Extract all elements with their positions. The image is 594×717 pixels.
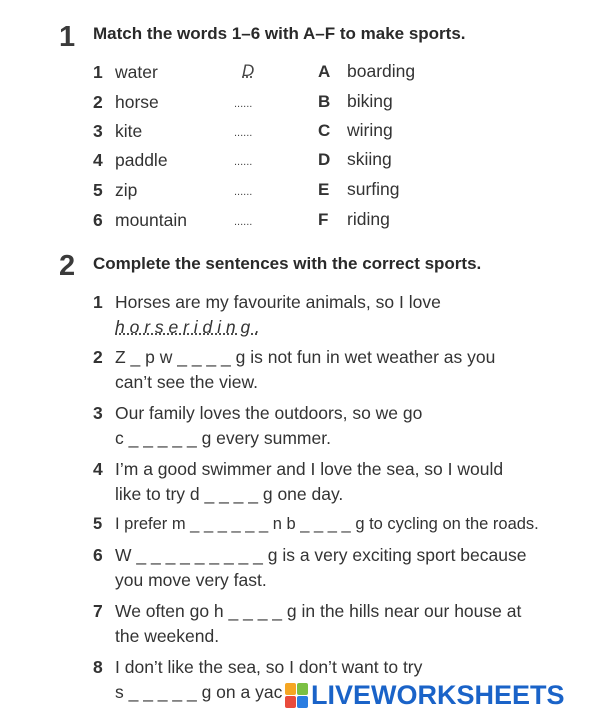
item-number: 4 <box>93 150 103 170</box>
sentence-number: 4 <box>93 459 103 479</box>
match-item-2 <box>93 91 159 113</box>
item-number: 6 <box>93 210 103 230</box>
match-item-4 <box>93 149 168 171</box>
sentence-line-1: I don’t like the sea, so I don’t want to try <box>115 657 423 677</box>
item-word: zip <box>115 180 138 200</box>
sentence-number: 5 <box>93 515 103 533</box>
option-letter-d: D <box>318 150 331 169</box>
item-number: 5 <box>93 180 103 200</box>
match-blank-5[interactable]: ...... <box>234 186 253 198</box>
sentence-number: 8 <box>93 657 103 677</box>
match-blank-2[interactable]: ...... <box>234 98 253 110</box>
match-answer-1[interactable]: D <box>242 61 255 80</box>
sentence-line-1[interactable]: W _ _ _ _ _ _ _ _ _ g is a very exciting sport because <box>115 545 527 565</box>
sentence-7 <box>93 599 585 649</box>
item-word: mountain <box>115 210 187 230</box>
sentence-4 <box>93 457 585 507</box>
option-c: wiring <box>347 120 393 140</box>
option-letter-a: A <box>318 62 331 81</box>
sentence-line-2[interactable]: s _ _ _ _ _ g on a yac <box>115 682 283 702</box>
option-e: surfing <box>347 179 400 199</box>
sentence-1 <box>93 290 585 340</box>
sentence-line-1[interactable]: I prefer m _ _ _ _ _ _ n b _ _ _ _ g to cycling on the roads. <box>115 515 539 533</box>
match-item-1 <box>93 61 158 83</box>
item-number: 2 <box>93 92 103 112</box>
exercise-1-number: 1 <box>59 21 76 53</box>
sentence-line-2: can’t see the view. <box>115 372 258 392</box>
liveworksheets-logo <box>285 679 585 713</box>
option-d: skiing <box>347 149 392 169</box>
sentence-answer-1[interactable]: h o r s e r i d i n g . <box>115 317 260 337</box>
sentence-number: 2 <box>93 347 103 367</box>
sentence-number: 7 <box>93 601 103 621</box>
item-word: horse <box>115 92 159 112</box>
sentence-number: 3 <box>93 403 103 423</box>
option-b: biking <box>347 91 393 111</box>
sentence-line-2[interactable]: like to try d _ _ _ _ g one day. <box>115 484 344 504</box>
sentence-number: 6 <box>93 545 103 565</box>
exercise-2-title: Complete the sentences with the correct sports. <box>93 254 482 273</box>
exercise-2-number: 2 <box>59 250 76 282</box>
sentence-line-2: the weekend. <box>115 626 220 646</box>
option-letter-b: B <box>318 92 331 111</box>
sentence-2 <box>93 345 585 395</box>
sentence-line-1[interactable]: Z _ p w _ _ _ _ g is not fun in wet weather as you <box>115 347 496 367</box>
option-letter-e: E <box>318 180 330 199</box>
sentence-line-2[interactable]: c _ _ _ _ _ g every summer. <box>115 428 331 448</box>
match-item-6 <box>93 209 187 231</box>
sentence-number: 1 <box>93 292 103 312</box>
option-letter-f: F <box>318 210 329 229</box>
item-word: water <box>115 62 158 82</box>
match-blank-4[interactable]: ...... <box>234 156 253 168</box>
item-number: 3 <box>93 121 103 141</box>
sentence-line-1: I’m a good swimmer and I love the sea, so I would <box>115 459 504 479</box>
option-a: boarding <box>347 61 416 81</box>
match-blank-3[interactable]: ...... <box>234 127 253 139</box>
match-item-3 <box>93 120 142 142</box>
exercise-1-title: Match the words 1–6 with A–F to make sports. <box>93 24 466 43</box>
sentence-line-1: Our family loves the outdoors, so we go <box>115 403 423 423</box>
sentence-3 <box>93 401 585 451</box>
liveworksheets-logo-icon <box>285 683 309 709</box>
option-f: riding <box>347 209 390 229</box>
item-word: kite <box>115 121 143 141</box>
item-number: 1 <box>93 62 103 82</box>
sentence-line-2: you move very fast. <box>115 570 267 590</box>
option-letter-c: C <box>318 121 331 140</box>
sentence-6 <box>93 543 585 593</box>
match-item-5 <box>93 179 137 201</box>
sentence-5 <box>93 512 575 537</box>
sentence-line-1[interactable]: We often go h _ _ _ _ g in the hills near our house at <box>115 601 522 621</box>
match-blank-6[interactable]: ...... <box>234 216 253 228</box>
item-word: paddle <box>115 150 168 170</box>
sentence-line-1: Horses are my favourite animals, so I love <box>115 292 441 312</box>
logo-text: LIVEWORKSHEETS <box>311 680 565 710</box>
